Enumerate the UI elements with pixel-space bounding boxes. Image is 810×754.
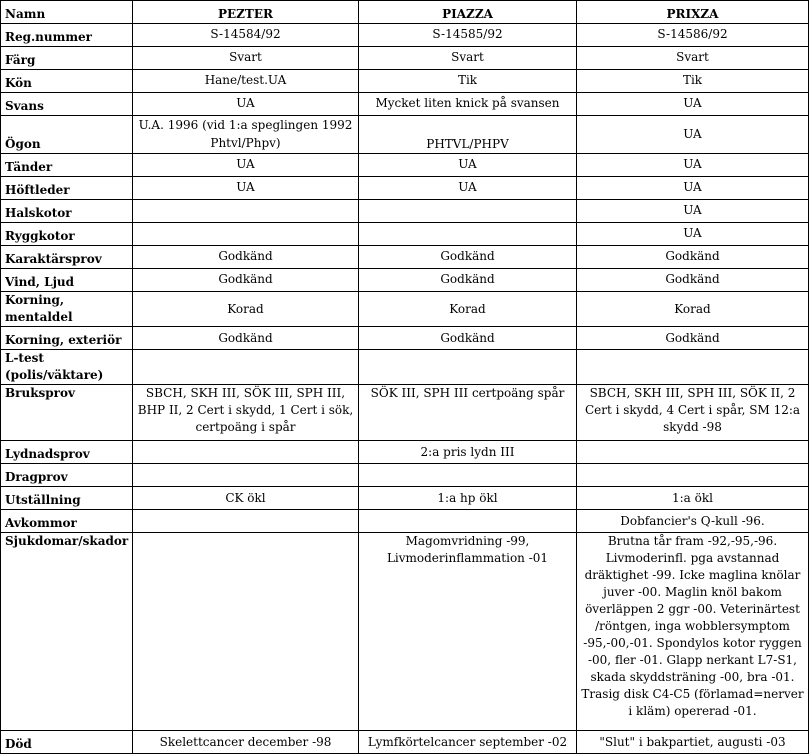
row-label: Halskotor bbox=[1, 200, 133, 223]
cell-prixza: SBCH, SKH III, SPH III, SÖK II, 2 Cert i skydd, 4 Cert i spår, SM 12:a skydd -98 bbox=[577, 385, 809, 441]
cell-prixza: UA bbox=[577, 223, 809, 246]
cell-prixza: Godkänd bbox=[577, 269, 809, 292]
cell-pezter: CK ökl bbox=[133, 487, 359, 510]
cell-pezter: Skelettcancer december -98 bbox=[133, 731, 359, 754]
cell-piazza: Magomvridning -99, Livmoderinflammation -01 bbox=[359, 533, 577, 731]
row-label: Tänder bbox=[1, 154, 133, 177]
cell-pezter: Godkänd bbox=[133, 246, 359, 269]
cell-pezter: SBCH, SKH III, SÖK III, SPH III, BHP II, 2 Cert i skydd, 1 Cert i sök, certpoäng i spår bbox=[133, 385, 359, 441]
cell-piazza: Tik bbox=[359, 70, 577, 93]
header-piazza: PIAZZA bbox=[359, 1, 577, 24]
table-row bbox=[1, 269, 809, 292]
cell-prixza: "Slut" i bakpartiet, augusti -03 bbox=[577, 731, 809, 754]
cell-pezter: Godkänd bbox=[133, 269, 359, 292]
row-label: Kön bbox=[1, 70, 133, 93]
table-row bbox=[1, 70, 809, 93]
row-label: Ryggkotor bbox=[1, 223, 133, 246]
row-label: Sjukdomar/skador bbox=[1, 533, 133, 731]
row-label: Avkommor bbox=[1, 510, 133, 533]
table-row bbox=[1, 177, 809, 200]
table-row bbox=[1, 385, 809, 441]
cell-pezter bbox=[133, 510, 359, 533]
cell-pezter: U.A. 1996 (vid 1:a speglingen 1992 Phtvl/Phpv) bbox=[133, 116, 359, 154]
cell-piazza bbox=[359, 510, 577, 533]
cell-piazza: SÖK III, SPH III certpoäng spår bbox=[359, 385, 577, 441]
table-row bbox=[1, 47, 809, 70]
row-label: Ögon bbox=[1, 116, 133, 154]
cell-prixza: Dobfancier's Q-kull -96. bbox=[577, 510, 809, 533]
cell-piazza: Godkänd bbox=[359, 327, 577, 350]
cell-piazza bbox=[359, 350, 577, 385]
cell-prixza: S-14586/92 bbox=[577, 24, 809, 47]
row-label: Reg.nummer bbox=[1, 24, 133, 47]
cell-prixza bbox=[577, 350, 809, 385]
cell-prixza bbox=[577, 441, 809, 464]
cell-piazza: Svart bbox=[359, 47, 577, 70]
table-row bbox=[1, 116, 809, 154]
cell-prixza: UA bbox=[577, 177, 809, 200]
cell-pezter bbox=[133, 464, 359, 487]
cell-pezter bbox=[133, 441, 359, 464]
table-row bbox=[1, 487, 809, 510]
cell-piazza: Mycket liten knick på svansen bbox=[359, 93, 577, 116]
row-label: Utställning bbox=[1, 487, 133, 510]
cell-prixza: UA bbox=[577, 116, 809, 154]
cell-pezter: Hane/test.UA bbox=[133, 70, 359, 93]
cell-piazza: S-14585/92 bbox=[359, 24, 577, 47]
cell-piazza: 1:a hp ökl bbox=[359, 487, 577, 510]
cell-pezter: Godkänd bbox=[133, 327, 359, 350]
table-row bbox=[1, 292, 809, 327]
cell-piazza: PHTVL/PHPV bbox=[359, 116, 577, 154]
cell-prixza bbox=[577, 464, 809, 487]
cell-piazza bbox=[359, 223, 577, 246]
cell-piazza bbox=[359, 200, 577, 223]
row-label: Lydnadsprov bbox=[1, 441, 133, 464]
table-row bbox=[1, 350, 809, 385]
row-label: Dragprov bbox=[1, 464, 133, 487]
table-row bbox=[1, 154, 809, 177]
table-row bbox=[1, 533, 809, 731]
cell-piazza: Korad bbox=[359, 292, 577, 327]
row-label: Död bbox=[1, 731, 133, 754]
cell-prixza: UA bbox=[577, 200, 809, 223]
row-label: Svans bbox=[1, 93, 133, 116]
row-label: Bruksprov bbox=[1, 385, 133, 441]
cell-piazza: UA bbox=[359, 177, 577, 200]
table-row bbox=[1, 223, 809, 246]
cell-prixza: Tik bbox=[577, 70, 809, 93]
header-pezter: PEZTER bbox=[133, 1, 359, 24]
header-prixza: PRIXZA bbox=[577, 1, 809, 24]
cell-pezter bbox=[133, 533, 359, 731]
cell-prixza: Godkänd bbox=[577, 246, 809, 269]
cell-pezter: UA bbox=[133, 177, 359, 200]
cell-prixza: 1:a ökl bbox=[577, 487, 809, 510]
cell-pezter bbox=[133, 200, 359, 223]
row-label: Korning, mentaldel bbox=[1, 292, 133, 327]
table-row bbox=[1, 246, 809, 269]
table-row bbox=[1, 327, 809, 350]
cell-pezter: Svart bbox=[133, 47, 359, 70]
table-row bbox=[1, 441, 809, 464]
cell-pezter bbox=[133, 223, 359, 246]
cell-piazza bbox=[359, 464, 577, 487]
header-row bbox=[1, 1, 809, 24]
cell-piazza: Godkänd bbox=[359, 246, 577, 269]
table-row bbox=[1, 93, 809, 116]
table-row bbox=[1, 731, 809, 754]
cell-pezter: S-14584/92 bbox=[133, 24, 359, 47]
cell-pezter bbox=[133, 350, 359, 385]
table-row bbox=[1, 24, 809, 47]
cell-pezter: UA bbox=[133, 154, 359, 177]
table-row bbox=[1, 464, 809, 487]
row-label: L-test (polis/väktare) bbox=[1, 350, 133, 385]
cell-pezter: Korad bbox=[133, 292, 359, 327]
cell-prixza: Svart bbox=[577, 47, 809, 70]
cell-prixza: Korad bbox=[577, 292, 809, 327]
cell-prixza: Brutna tår fram -92,-95,-96. Livmoderinfl. pga avstannad dräktighet -99. Icke maglina knölar juver -00. Maglin knöl bakom överläppen 2 ggr -00. Veterinärtest /röntgen, inga wobblersymptom -95,-00,-01. Spondylos kotor ryggen -00, fler -01. Glapp nerkant L7-S1, skada skyddsträning -00, bra -01. Trasig disk C4-C5 (förlamad=nerver i kläm) opererad -01. bbox=[577, 533, 809, 731]
cell-pezter: UA bbox=[133, 93, 359, 116]
cell-prixza: UA bbox=[577, 154, 809, 177]
table-row bbox=[1, 200, 809, 223]
row-label: Vind, Ljud bbox=[1, 269, 133, 292]
row-label: Karaktärsprov bbox=[1, 246, 133, 269]
cell-prixza: UA bbox=[577, 93, 809, 116]
cell-piazza: Lymfkörtelcancer september -02 bbox=[359, 731, 577, 754]
cell-prixza: Godkänd bbox=[577, 327, 809, 350]
cell-piazza: UA bbox=[359, 154, 577, 177]
row-label: Höftleder bbox=[1, 177, 133, 200]
cell-piazza: Godkänd bbox=[359, 269, 577, 292]
table-row bbox=[1, 510, 809, 533]
row-label: Korning, exteriör bbox=[1, 327, 133, 350]
header-namn: Namn bbox=[1, 1, 133, 24]
row-label: Färg bbox=[1, 47, 133, 70]
cell-piazza: 2:a pris lydn III bbox=[359, 441, 577, 464]
